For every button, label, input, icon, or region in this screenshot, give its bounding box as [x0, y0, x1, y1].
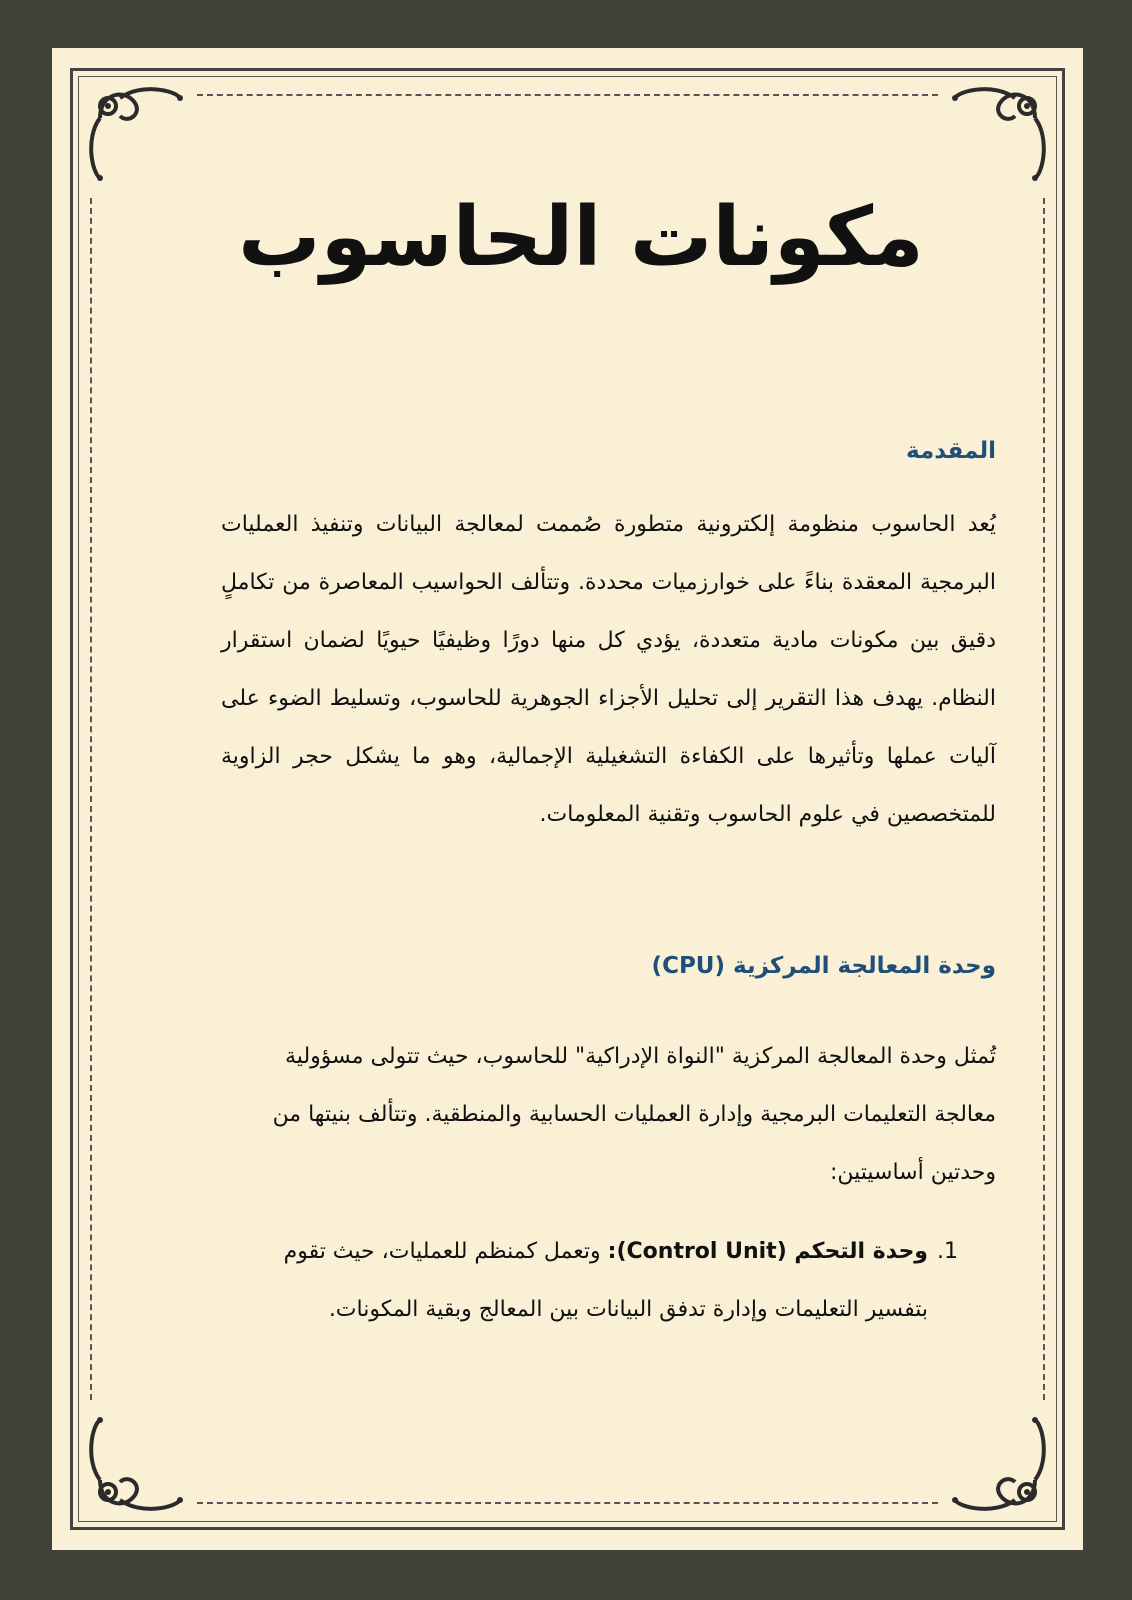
section-paragraph-introduction: يُعد الحاسوب منظومة إلكترونية متطورة صُممت لمعالجة البيانات وتنفيذ العمليات البرمجية المعقدة بناءً على خوارزميات محددة. وتتألف الحواسيب المعاصرة من تكاملٍ دقيق بين مكونات مادية متعددة، يؤدي كل منها دورًا وظيفيًا حيويًا لضمان استقرار النظام. يهدف هذا التقرير إلى تحليل الأجزاء الجوهرية للحاسوب، وتسليط الضوء على آليات عملها وتأثيرها على الكفاءة التشغيلية الإجمالية، وهو ما يشكل حجر الزاوية للمتخصصين في علوم الحاسوب وتقنية المعلومات. — [221, 512, 996, 827]
ornament-corner-icon — [80, 78, 190, 188]
document-content — [166, 178, 996, 1322]
cpu-units-list — [221, 1223, 996, 1339]
list-item-number: 1. — [937, 1239, 958, 1264]
ornament-corner-icon — [945, 1410, 1055, 1520]
dashed-border-right — [1043, 198, 1045, 1400]
document-title: مكونات الحاسوب — [238, 190, 924, 285]
ornament-corner-icon — [945, 78, 1055, 188]
dashed-border-top — [197, 94, 938, 96]
section-heading-cpu: وحدة المعالجة المركزية (CPU) — [651, 953, 996, 979]
dashed-border-left — [90, 198, 92, 1400]
dashed-border-bottom — [197, 1502, 938, 1504]
list-item-text: وتعمل كمنظم للعمليات، حيث تقوم بتفسير التعليمات وإدارة تدفق البيانات بين المعالج وبقية المكونات. — [283, 1239, 928, 1322]
list-item-term: وحدة التحكم (Control Unit): — [607, 1239, 928, 1264]
document-page — [52, 48, 1083, 1550]
section-paragraph-cpu: تُمثل وحدة المعالجة المركزية "النواة الإدراكية" للحاسوب، حيث تتولى مسؤولية معالجة التعليمات البرمجية وإدارة العمليات الحسابية والمنطقية. وتتألف بنيتها من وحدتين أساسيتين: — [272, 1044, 996, 1185]
list-item — [221, 1223, 996, 1339]
section-heading-introduction: المقدمة — [906, 438, 996, 464]
ornament-corner-icon — [80, 1410, 190, 1520]
